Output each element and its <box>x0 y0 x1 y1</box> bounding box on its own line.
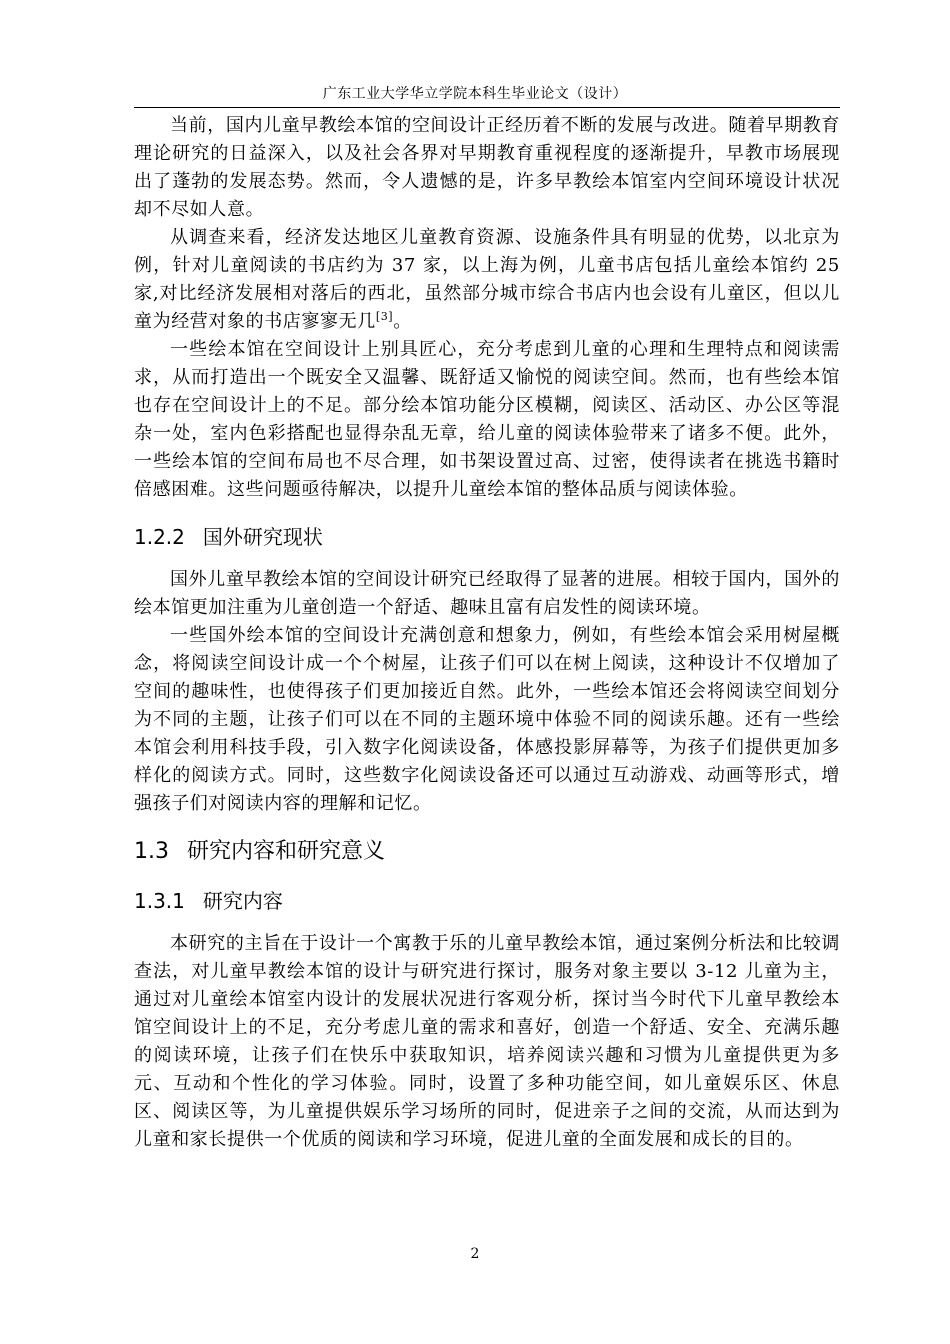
paragraph-survey <box>134 224 840 336</box>
paragraph-foreign-examples: 一些国外绘本馆的空间设计充满创意和想象力，例如，有些绘本馆会采用树屋概念，将阅读空间设计成一个个树屋，让孩子们可以在树上阅读，这种设计不仅增加了空间的趣味性，也使得孩子们更加接近自然。此外，一些绘本馆还会将阅读空间划分为不同的主题，让孩子们可以在不同的主题环境中体验不同的阅读乐趣。还有一些绘本馆会利用科技手段，引入数字化阅读设备，体感投影屏幕等，为孩子们提供更加多样化的阅读方式。同时，这些数字化阅读设备还可以通过互动游戏、动画等形式，增强孩子们对阅读内容的理解和记忆。 <box>134 625 840 814</box>
page-body <box>134 112 840 1154</box>
paragraph-domestic-status: 当前，国内儿童早教绘本馆的空间设计正经历着不断的发展与改进。随着早期教育理论研究的日益深入，以及社会各界对早期教育重视程度的逐渐提升，早教市场展现出了蓬勃的发展态势。然而，令人遗憾的是，许多早教绘本馆室内空间环境设计状况却不尽如人意。 <box>134 115 840 220</box>
section-heading-1-3-1 <box>134 886 840 916</box>
section-number: 1.2.2 <box>134 525 185 549</box>
paragraph-research-content: 本研究的主旨在于设计一个寓教于乐的儿童早教绘本馆，通过案例分析法和比较调查法，对儿童早教绘本馆的设计与研究进行探讨，服务对象主要以 3-12 儿童为主，通过对儿童绘本馆室内设计的发展状况进行客观分析，探讨当今时代下儿童早教绘本馆空间设计上的不足，充分考虑儿童的需求和喜好，创造一个舒适、安全、充满乐趣的阅读环境，让孩子们在快乐中获取知识，培养阅读兴趣和习惯为儿童提供更为多元、互动和个性化的学习体验。同时，设置了多种功能空间，如儿童娱乐区、休息区、阅读区等，为儿童提供娱乐学习场所的同时，促进亲子之间的交流，从而达到为儿童和家长提供一个优质的阅读和学习环境，促进儿童的全面发展和成长的目的。 <box>134 933 840 1150</box>
paragraph-foreign-status: 国外儿童早教绘本馆的空间设计研究已经取得了显著的进展。相较于国内，国外的绘本馆更加注重为儿童创造一个舒适、趣味且富有启发性的阅读环境。 <box>134 569 840 618</box>
citation-3: [3] <box>375 310 394 323</box>
paragraph-design-issues: 一些绘本馆在空间设计上别具匠心，充分考虑到儿童的心理和生理特点和阅读需求，从而打造出一个既安全又温馨、既舒适又愉悦的阅读空间。然而，也有些绘本馆也存在空间设计上的不足。部分绘本馆功能分区模糊，阅读区、活动区、办公区等混杂一处，室内色彩搭配也显得杂乱无章，给儿童的阅读体验带来了诸多不便。此外，一些绘本馆的空间布局也不尽合理，如书架设置过高、过密，使得读者在挑选书籍时倍感困难。这些问题亟待解决，以提升儿童绘本馆的整体品质与阅读体验。 <box>134 339 840 500</box>
running-header: 广东工业大学华立学院本科生毕业论文（设计） <box>322 86 628 102</box>
page-number: 2 <box>470 1246 480 1262</box>
header-rule <box>134 107 840 108</box>
section-heading-1-3 <box>134 836 840 868</box>
section-title: 国外研究现状 <box>202 525 323 549</box>
section-title: 研究内容 <box>202 889 283 913</box>
section-number: 1.3 <box>134 839 169 864</box>
section-heading-1-2-2 <box>134 522 840 552</box>
section-title: 研究内容和研究意义 <box>187 839 386 864</box>
section-number: 1.3.1 <box>134 889 185 913</box>
paragraph-survey-text: 从调查来看，经济发达地区儿童教育资源、设施条件具有明显的优势，以北京为例，针对儿童阅读的书店约为 37 家，以上海为例，儿童书店包括儿童绘本馆约 25 家,对比经济发展相对落后的西北，虽然部分城市综合书店内也会设有儿童区，但以儿童为经营对象的书店寥寥无几 <box>134 227 840 332</box>
paragraph-survey-end: 。 <box>393 311 412 332</box>
